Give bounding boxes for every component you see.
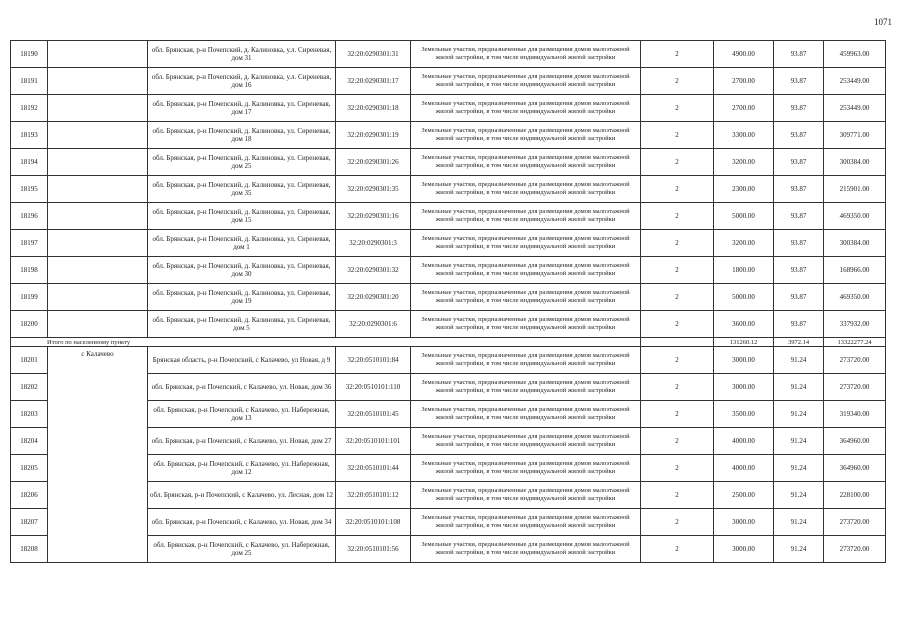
row-number: 18197: [11, 230, 48, 257]
table-row: [11, 149, 886, 176]
area-cell: 1800.00: [714, 257, 774, 284]
land-register-table: [10, 40, 886, 563]
address-cell: обл. Брянская, р-н Почепский, д. Калиновка, ул. Сиреневая, дом 25: [148, 149, 336, 176]
land-use-cell: Земельные участки, предназначенные для размещения домов малоэтажной жилой застройки, в том числе индивидуальной жилой застройки: [411, 149, 641, 176]
table-row: [11, 257, 886, 284]
area-cell: 2700.00: [714, 95, 774, 122]
cadastral-number: 32:20:0510101:101: [336, 428, 411, 455]
locality-name: с Калачево: [48, 347, 148, 563]
price-cell: 91.24: [774, 482, 824, 509]
price-cell: 91.24: [774, 455, 824, 482]
value-cell: 469350.00: [824, 284, 886, 311]
cadastral-number: 32:20:0290301:6: [336, 311, 411, 338]
cadastral-number: 32:20:0290301:31: [336, 41, 411, 68]
locality-empty: [48, 284, 148, 311]
land-use-cell: Земельные участки, предназначенные для размещения домов малоэтажной жилой застройки, в том числе индивидуальной жилой застройки: [411, 257, 641, 284]
land-use-cell: Земельные участки, предназначенные для размещения домов малоэтажной жилой застройки, в том числе индивидуальной жилой застройки: [411, 41, 641, 68]
row-number: 18198: [11, 257, 48, 284]
table-row: [11, 311, 886, 338]
row-number: 18192: [11, 95, 48, 122]
subtotal-section: [11, 338, 886, 347]
table-row: [11, 68, 886, 95]
group-number: 2: [641, 284, 714, 311]
table-row: [11, 203, 886, 230]
area-cell: 3500.00: [714, 401, 774, 428]
cadastral-number: 32:20:0290301:18: [336, 95, 411, 122]
price-cell: 93.87: [774, 95, 824, 122]
group-number: 2: [641, 149, 714, 176]
area-cell: 3300.00: [714, 122, 774, 149]
value-cell: 364960.00: [824, 455, 886, 482]
value-cell: 273720.00: [824, 347, 886, 374]
locality-empty: [48, 257, 148, 284]
row-number: 18199: [11, 284, 48, 311]
price-cell: 93.87: [774, 41, 824, 68]
locality-empty: [48, 68, 148, 95]
locality-empty: [48, 122, 148, 149]
land-use-cell: Земельные участки, предназначенные для размещения домов малоэтажной жилой застройки, в том числе индивидуальной жилой застройки: [411, 95, 641, 122]
cadastral-number: 32:20:0290301:20: [336, 284, 411, 311]
area-cell: 3000.00: [714, 347, 774, 374]
row-number: 18194: [11, 149, 48, 176]
row-number: 18200: [11, 311, 48, 338]
group-number: 2: [641, 230, 714, 257]
land-use-cell: Земельные участки, предназначенные для размещения домов малоэтажной жилой застройки, в том числе индивидуальной жилой застройки: [411, 284, 641, 311]
cadastral-number: 32:20:0510101:84: [336, 347, 411, 374]
value-cell: 273720.00: [824, 509, 886, 536]
locality-empty: [48, 311, 148, 338]
row-number: 18195: [11, 176, 48, 203]
row-number: 18190: [11, 41, 48, 68]
page-number: 1071: [874, 17, 892, 27]
cadastral-number: 32:20:0290301:19: [336, 122, 411, 149]
address-cell: обл. Брянская, р-н Почепский, д. Калиновка, ул. Сиреневая, дом 19: [148, 284, 336, 311]
table-row: [11, 41, 886, 68]
row-number: 18206: [11, 482, 48, 509]
value-cell: 459963.00: [824, 41, 886, 68]
land-use-cell: Земельные участки, предназначенные для размещения домов малоэтажной жилой застройки, в том числе индивидуальной жилой застройки: [411, 230, 641, 257]
price-cell: 93.87: [774, 311, 824, 338]
row-number: 18201: [11, 347, 48, 374]
subtotal-price: 3972.14: [774, 338, 824, 347]
group-number: 2: [641, 401, 714, 428]
land-use-cell: Земельные участки, предназначенные для размещения домов малоэтажной жилой застройки, в том числе индивидуальной жилой застройки: [411, 401, 641, 428]
value-cell: 273720.00: [824, 374, 886, 401]
price-cell: 91.24: [774, 347, 824, 374]
value-cell: 300384.00: [824, 149, 886, 176]
locality-empty: [48, 203, 148, 230]
land-use-cell: Земельные участки, предназначенные для размещения домов малоэтажной жилой застройки, в том числе индивидуальной жилой застройки: [411, 509, 641, 536]
address-cell: обл. Брянская, р-н Почепский, с Калачево, ул. Новая, дом 34: [148, 509, 336, 536]
table-row: [11, 230, 886, 257]
price-cell: 93.87: [774, 149, 824, 176]
address-cell: обл. Брянская, р-н Почепский, д. Калиновка, ул. Сиреневая, дом 35: [148, 176, 336, 203]
cadastral-number: 32:20:0510101:108: [336, 509, 411, 536]
address-cell: обл. Брянская, р-н Почепский, д. Калиновка, ул. Сиреневая, дом 18: [148, 122, 336, 149]
address-cell: обл. Брянская, р-н Почепский, с Калачево, ул. Набережная, дом 13: [148, 401, 336, 428]
subtotal-row: [11, 338, 886, 347]
price-cell: 93.87: [774, 230, 824, 257]
area-cell: 3200.00: [714, 149, 774, 176]
row-number: 18196: [11, 203, 48, 230]
land-use-cell: Земельные участки, предназначенные для размещения домов малоэтажной жилой застройки, в том числе индивидуальной жилой застройки: [411, 482, 641, 509]
address-cell: обл. Брянская, р-н Почепский, д. Калиновка, у.л. Сиреневая, дом 16: [148, 68, 336, 95]
address-cell: Брянская область, р-н Почепский, с Калачево, ул Новая, д 9: [148, 347, 336, 374]
area-cell: 3000.00: [714, 509, 774, 536]
address-cell: обл. Брянская, р-н Почепский, д. Калиновка, ул. Сиреневая, дом 1: [148, 230, 336, 257]
price-cell: 93.87: [774, 68, 824, 95]
value-cell: 253449.00: [824, 68, 886, 95]
land-use-cell: Земельные участки, предназначенные для размещения домов малоэтажной жилой застройки, в том числе индивидуальной жилой застройки: [411, 122, 641, 149]
land-use-cell: Земельные участки, предназначенные для размещения домов малоэтажной жилой застройки, в том числе индивидуальной жилой застройки: [411, 311, 641, 338]
address-cell: обл. Брянская, р-н Почепский, д. Калиновка, у.л. Сиреневая, дом 31: [148, 41, 336, 68]
area-cell: 3200.00: [714, 230, 774, 257]
row-number: 18191: [11, 68, 48, 95]
land-use-cell: Земельные участки, предназначенные для размещения домов малоэтажной жилой застройки, в том числе индивидуальной жилой застройки: [411, 374, 641, 401]
address-cell: обл. Брянская, р-н Почепский, д. Калиновка, ул. Сиреневая, дом 17: [148, 95, 336, 122]
group-number: 2: [641, 455, 714, 482]
row-number: 18202: [11, 374, 48, 401]
land-use-cell: Земельные участки, предназначенные для размещения домов малоэтажной жилой застройки, в том числе индивидуальной жилой застройки: [411, 176, 641, 203]
area-cell: 2700.00: [714, 68, 774, 95]
locality-empty: [48, 95, 148, 122]
locality-empty: [48, 230, 148, 257]
table-row: [11, 284, 886, 311]
group-number: 2: [641, 203, 714, 230]
group-number: 2: [641, 347, 714, 374]
land-use-cell: Земельные участки, предназначенные для размещения домов малоэтажной жилой застройки, в том числе индивидуальной жилой застройки: [411, 347, 641, 374]
row-number: 18205: [11, 455, 48, 482]
address-cell: обл. Брянская, р-н Почепский, д. Калиновка, ул. Сиреневая, дом 30: [148, 257, 336, 284]
value-cell: 273720.00: [824, 536, 886, 563]
value-cell: 309771.00: [824, 122, 886, 149]
value-cell: 300384.00: [824, 230, 886, 257]
value-cell: 337932.00: [824, 311, 886, 338]
area-cell: 3600.00: [714, 311, 774, 338]
group-number: 2: [641, 95, 714, 122]
address-cell: обл. Брянская, р-н Почепский, с Калачево, ул. Лесная, дом 12: [148, 482, 336, 509]
table-row: [11, 347, 886, 374]
value-cell: 228100.00: [824, 482, 886, 509]
price-cell: 93.87: [774, 284, 824, 311]
area-cell: 2500.00: [714, 482, 774, 509]
area-cell: 2300.00: [714, 176, 774, 203]
cadastral-number: 32:20:0510101:45: [336, 401, 411, 428]
price-cell: 91.24: [774, 509, 824, 536]
cadastral-number: 32:20:0510101:44: [336, 455, 411, 482]
area-cell: 5000.00: [714, 203, 774, 230]
value-cell: 168966.00: [824, 257, 886, 284]
table-row: [11, 122, 886, 149]
area-cell: 4000.00: [714, 455, 774, 482]
area-cell: 5000.00: [714, 284, 774, 311]
price-cell: 91.24: [774, 428, 824, 455]
row-number: 18203: [11, 401, 48, 428]
cadastral-number: 32:20:0290301:35: [336, 176, 411, 203]
cadastral-number: 32:20:0510101:110: [336, 374, 411, 401]
locality-empty: [48, 176, 148, 203]
cadastral-number: 32:20:0290301:3: [336, 230, 411, 257]
group-number: 2: [641, 428, 714, 455]
price-cell: 93.87: [774, 122, 824, 149]
group-number: 2: [641, 536, 714, 563]
area-cell: 4000.00: [714, 428, 774, 455]
land-use-cell: Земельные участки, предназначенные для размещения домов малоэтажной жилой застройки, в том числе индивидуальной жилой застройки: [411, 428, 641, 455]
price-cell: 91.24: [774, 374, 824, 401]
locality-empty: [48, 149, 148, 176]
group-number: 2: [641, 68, 714, 95]
address-cell: обл. Брянская, р-н Почепский, с Калачево, ул. Набережная, дом 12: [148, 455, 336, 482]
address-cell: обл. Брянская, р-н Почепский, д. Калиновка, ул. Сиреневая, дом 5: [148, 311, 336, 338]
address-cell: обл. Брянская, р-н Почепский, с Калачево, ул. Новая, дом 27: [148, 428, 336, 455]
price-cell: 93.87: [774, 176, 824, 203]
table-row: [11, 95, 886, 122]
group-number: 2: [641, 482, 714, 509]
subtotal-empty: [641, 338, 714, 347]
value-cell: 319340.00: [824, 401, 886, 428]
area-cell: 3000.00: [714, 536, 774, 563]
price-cell: 91.24: [774, 401, 824, 428]
subtotal-area: 131260.12: [714, 338, 774, 347]
rows-section-kalinovka: [11, 41, 886, 338]
row-number: 18208: [11, 536, 48, 563]
row-number: 18204: [11, 428, 48, 455]
table-row: [11, 176, 886, 203]
area-cell: 3000.00: [714, 374, 774, 401]
subtotal-value: 13322277.24: [824, 338, 886, 347]
value-cell: 253449.00: [824, 95, 886, 122]
land-use-cell: Земельные участки, предназначенные для размещения домов малоэтажной жилой застройки, в том числе индивидуальной жилой застройки: [411, 68, 641, 95]
row-number: 18207: [11, 509, 48, 536]
cadastral-number: 32:20:0290301:26: [336, 149, 411, 176]
land-use-cell: Земельные участки, предназначенные для размещения домов малоэтажной жилой застройки, в том числе индивидуальной жилой застройки: [411, 203, 641, 230]
price-cell: 93.87: [774, 257, 824, 284]
address-cell: обл. Брянская, р-н Почепский, с Калачево, ул. Набережная, дом 25: [148, 536, 336, 563]
group-number: 2: [641, 122, 714, 149]
rows-section-kalachevo: [11, 347, 886, 563]
row-number: 18193: [11, 122, 48, 149]
group-number: 2: [641, 257, 714, 284]
locality-empty: [48, 41, 148, 68]
land-use-cell: Земельные участки, предназначенные для размещения домов малоэтажной жилой застройки, в том числе индивидуальной жилой застройки: [411, 455, 641, 482]
cadastral-number: 32:20:0290301:32: [336, 257, 411, 284]
cadastral-number: 32:20:0290301:16: [336, 203, 411, 230]
cadastral-number: 32:20:0510101:56: [336, 536, 411, 563]
area-cell: 4900.00: [714, 41, 774, 68]
group-number: 2: [641, 509, 714, 536]
value-cell: 469350.00: [824, 203, 886, 230]
price-cell: 91.24: [774, 536, 824, 563]
address-cell: обл. Брянская, р-н Почепский, д. Калиновка, ул. Сиреневая, дом 15: [148, 203, 336, 230]
group-number: 2: [641, 176, 714, 203]
address-cell: обл. Брянская, р-н Почепский, с Калачево, ул. Новая, дом 36: [148, 374, 336, 401]
cadastral-number: 32:20:0290301:17: [336, 68, 411, 95]
land-use-cell: Земельные участки, предназначенные для размещения домов малоэтажной жилой застройки, в том числе индивидуальной жилой застройки: [411, 536, 641, 563]
value-cell: 215901.00: [824, 176, 886, 203]
group-number: 2: [641, 311, 714, 338]
price-cell: 93.87: [774, 203, 824, 230]
subtotal-label: Итого по населенному пункту: [11, 338, 641, 347]
cadastral-number: 32:20:0510101:12: [336, 482, 411, 509]
value-cell: 364960.00: [824, 428, 886, 455]
group-number: 2: [641, 41, 714, 68]
group-number: 2: [641, 374, 714, 401]
